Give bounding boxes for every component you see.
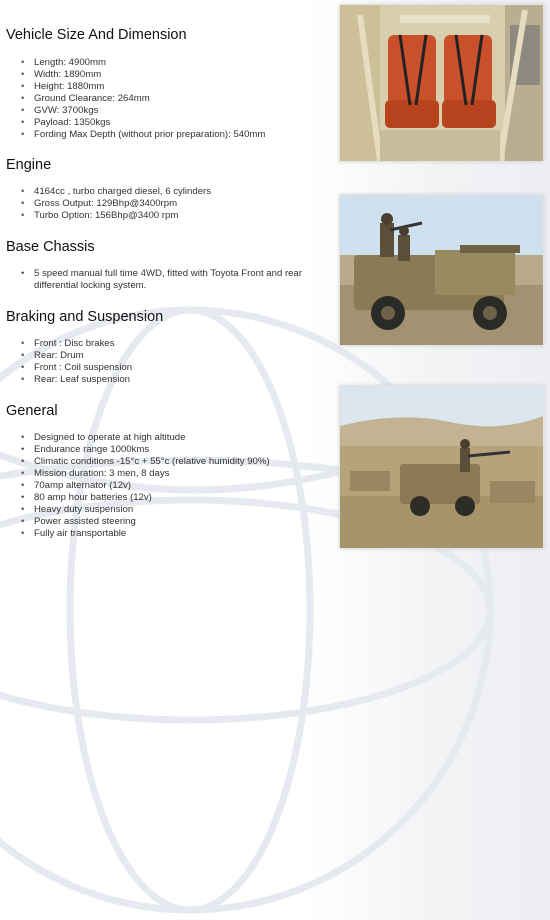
chassis-list bbox=[20, 268, 320, 292]
list-item: • Length: 4900mm bbox=[20, 57, 265, 69]
list-item: • Power assisted steering bbox=[20, 516, 270, 528]
list-item: • Gross Output: 129Bhp@3400rpm bbox=[20, 198, 211, 210]
list-item: • Designed to operate at high altitude bbox=[20, 432, 270, 444]
size-list bbox=[20, 57, 265, 141]
photo-vehicle-desert bbox=[339, 194, 544, 346]
list-item: • Front : Disc brakes bbox=[20, 338, 132, 350]
list-item: • 5 speed manual full time 4WD, fitted with Toyota Front and rear differential locking system. bbox=[20, 268, 320, 292]
section-title-size: Vehicle Size And Dimension bbox=[6, 27, 187, 43]
list-item: • Heavy duty suspension bbox=[20, 504, 270, 516]
list-item: • GVW: 3700kgs bbox=[20, 105, 265, 117]
section-title-braking: Braking and Suspension bbox=[6, 309, 164, 325]
section-title-chassis: Base Chassis bbox=[6, 239, 95, 255]
list-item: • Height: 1880mm bbox=[20, 81, 265, 93]
list-item: • Rear: Leaf suspension bbox=[20, 374, 132, 386]
list-item: • Mission duration: 3 men, 8 days bbox=[20, 468, 270, 480]
list-item: • Width: 1890mm bbox=[20, 69, 265, 81]
list-item: • Payload: 1350kgs bbox=[20, 117, 265, 129]
list-item: • 80 amp hour batteries (12v) bbox=[20, 492, 270, 504]
general-list bbox=[20, 432, 270, 540]
list-item: • Rear: Drum bbox=[20, 350, 132, 362]
list-item: • Fording Max Depth (without prior preparation): 540mm bbox=[20, 129, 265, 141]
list-item: • Front : Coil suspension bbox=[20, 362, 132, 374]
list-item: • 4164cc , turbo charged diesel, 6 cylinders bbox=[20, 186, 211, 198]
list-item: • Turbo Option: 156Bhp@3400 rpm bbox=[20, 210, 211, 222]
braking-list bbox=[20, 338, 132, 386]
list-item: • 70amp alternator (12v) bbox=[20, 480, 270, 492]
list-item: • Climatic conditions -15°c + 55°c (relative humidity 90%) bbox=[20, 456, 270, 468]
photo-interior-seats bbox=[339, 4, 544, 162]
list-item: • Endurance range 1000kms bbox=[20, 444, 270, 456]
engine-list bbox=[20, 186, 211, 222]
photo-desert-patrol bbox=[339, 385, 544, 549]
list-item: • Fully air transportable bbox=[20, 528, 270, 540]
section-title-engine: Engine bbox=[6, 157, 52, 173]
list-item: • Ground Clearance: 264mm bbox=[20, 93, 265, 105]
section-title-general: General bbox=[6, 403, 58, 419]
